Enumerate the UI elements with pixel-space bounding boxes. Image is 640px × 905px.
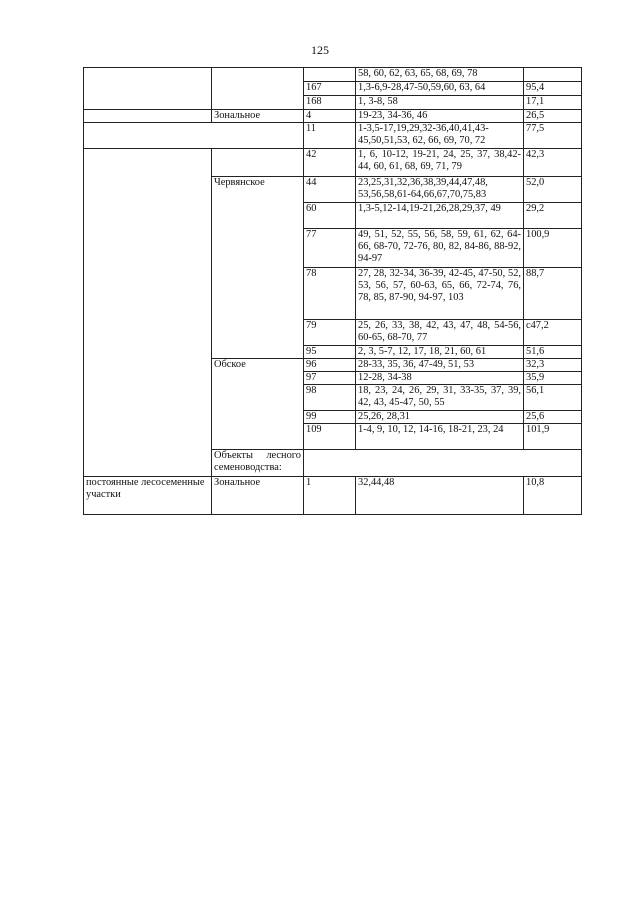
area-cell: 32,3 [524, 359, 582, 372]
district-cell: Червянское [212, 177, 304, 359]
quarter-cell: 96 [304, 359, 356, 372]
plot-cell: 27, 28, 32-34, 36-39, 42-45, 47-50, 52, 53, 56, 57, 60-63, 65, 66, 72-74, 76, 78, 85, 87-90, 94-97, 103 [356, 268, 524, 320]
table-row [84, 123, 582, 149]
area-cell: 77,5 [524, 123, 582, 149]
quarter-cell: 1 [304, 477, 356, 515]
table-row [84, 110, 582, 123]
quarter-cell: 167 [304, 82, 356, 96]
district-cell [212, 68, 304, 110]
area-cell: 51,6 [524, 346, 582, 359]
category-cell: Объекты лесного семеноводства: [212, 450, 304, 477]
district-cell: Обское [212, 359, 304, 450]
area-cell: 10,8 [524, 477, 582, 515]
category-cell [84, 123, 304, 149]
quarter-cell: 4 [304, 110, 356, 123]
quarter-cell: 60 [304, 203, 356, 229]
category-cell: постоянные лесосеменные участки [84, 477, 212, 515]
plot-cell: 32,44,48 [356, 477, 524, 515]
area-cell: 17,1 [524, 96, 582, 110]
empty-span-cell [304, 450, 582, 477]
area-cell [524, 68, 582, 82]
district-cell: Зональное [212, 110, 304, 123]
quarter-cell: 78 [304, 268, 356, 320]
quarter-cell: 168 [304, 96, 356, 110]
plot-cell: 18, 23, 24, 26, 29, 31, 33-35, 37, 39, 42, 43, 45-47, 50, 55 [356, 385, 524, 411]
area-cell: 42,3 [524, 149, 582, 177]
plot-cell: 2, 3, 5-7, 12, 17, 18, 21, 60, 61 [356, 346, 524, 359]
plot-cell: 23,25,31,32,36,38,39,44,47,48, 53,56,58,61-64,66,67,70,75,83 [356, 177, 524, 203]
page-number: 125 [311, 43, 329, 57]
quarter-cell: 44 [304, 177, 356, 203]
table-row [84, 477, 582, 515]
district-cell [212, 149, 304, 177]
plot-cell: 1,3-5,12-14,19-21,26,28,29,37, 49 [356, 203, 524, 229]
plot-cell: 49, 51, 52, 55, 56, 58, 59, 61, 62, 64-66, 68-70, 72-76, 80, 82, 84-86, 88-92, 94-97 [356, 229, 524, 268]
plot-cell: 1,3-6,9-28,47-50,59,60, 63, 64 [356, 82, 524, 96]
category-cell [84, 110, 212, 123]
district-cell: Зональное [212, 477, 304, 515]
area-cell: 100,9 [524, 229, 582, 268]
category-cell [84, 68, 212, 110]
plot-cell: 12-28, 34-38 [356, 372, 524, 385]
quarter-cell: 98 [304, 385, 356, 411]
plot-cell: 25,26, 28,31 [356, 411, 524, 424]
plot-cell: 58, 60, 62, 63, 65, 68, 69, 78 [356, 68, 524, 82]
area-cell: 56,1 [524, 385, 582, 411]
quarter-cell: 42 [304, 149, 356, 177]
area-cell: 35,9 [524, 372, 582, 385]
forest-allocation-table [83, 67, 582, 515]
plot-cell: 1, 3-8, 58 [356, 96, 524, 110]
table-row [84, 68, 582, 82]
area-cell: 52,0 [524, 177, 582, 203]
area-cell: 88,7 [524, 268, 582, 320]
area-cell: 101,9 [524, 424, 582, 450]
quarter-cell: 79 [304, 320, 356, 346]
plot-cell: 1, 6, 10-12, 19-21, 24, 25, 37, 38,42-44, 60, 61, 68, 69, 71, 79 [356, 149, 524, 177]
quarter-cell: 95 [304, 346, 356, 359]
plot-cell: 1-4, 9, 10, 12, 14-16, 18-21, 23, 24 [356, 424, 524, 450]
quarter-cell: 109 [304, 424, 356, 450]
area-cell: с47,2 [524, 320, 582, 346]
plot-cell: 28-33, 35, 36, 47-49, 51, 53 [356, 359, 524, 372]
quarter-cell: 77 [304, 229, 356, 268]
area-cell: 25,6 [524, 411, 582, 424]
plot-cell: 25, 26, 33, 38, 42, 43, 47, 48, 54-56, 60-65, 68-70, 77 [356, 320, 524, 346]
plot-cell: 1-3,5-17,19,29,32-36,40,41,43-45,50,51,53, 62, 66, 69, 70, 72 [356, 123, 524, 149]
quarter-cell: 11 [304, 123, 356, 149]
category-cell [84, 149, 212, 477]
area-cell: 95,4 [524, 82, 582, 96]
area-cell: 26,5 [524, 110, 582, 123]
quarter-cell: 99 [304, 411, 356, 424]
plot-cell: 19-23, 34-36, 46 [356, 110, 524, 123]
area-cell: 29,2 [524, 203, 582, 229]
quarter-cell: 97 [304, 372, 356, 385]
table-row [84, 149, 582, 177]
quarter-cell [304, 68, 356, 82]
